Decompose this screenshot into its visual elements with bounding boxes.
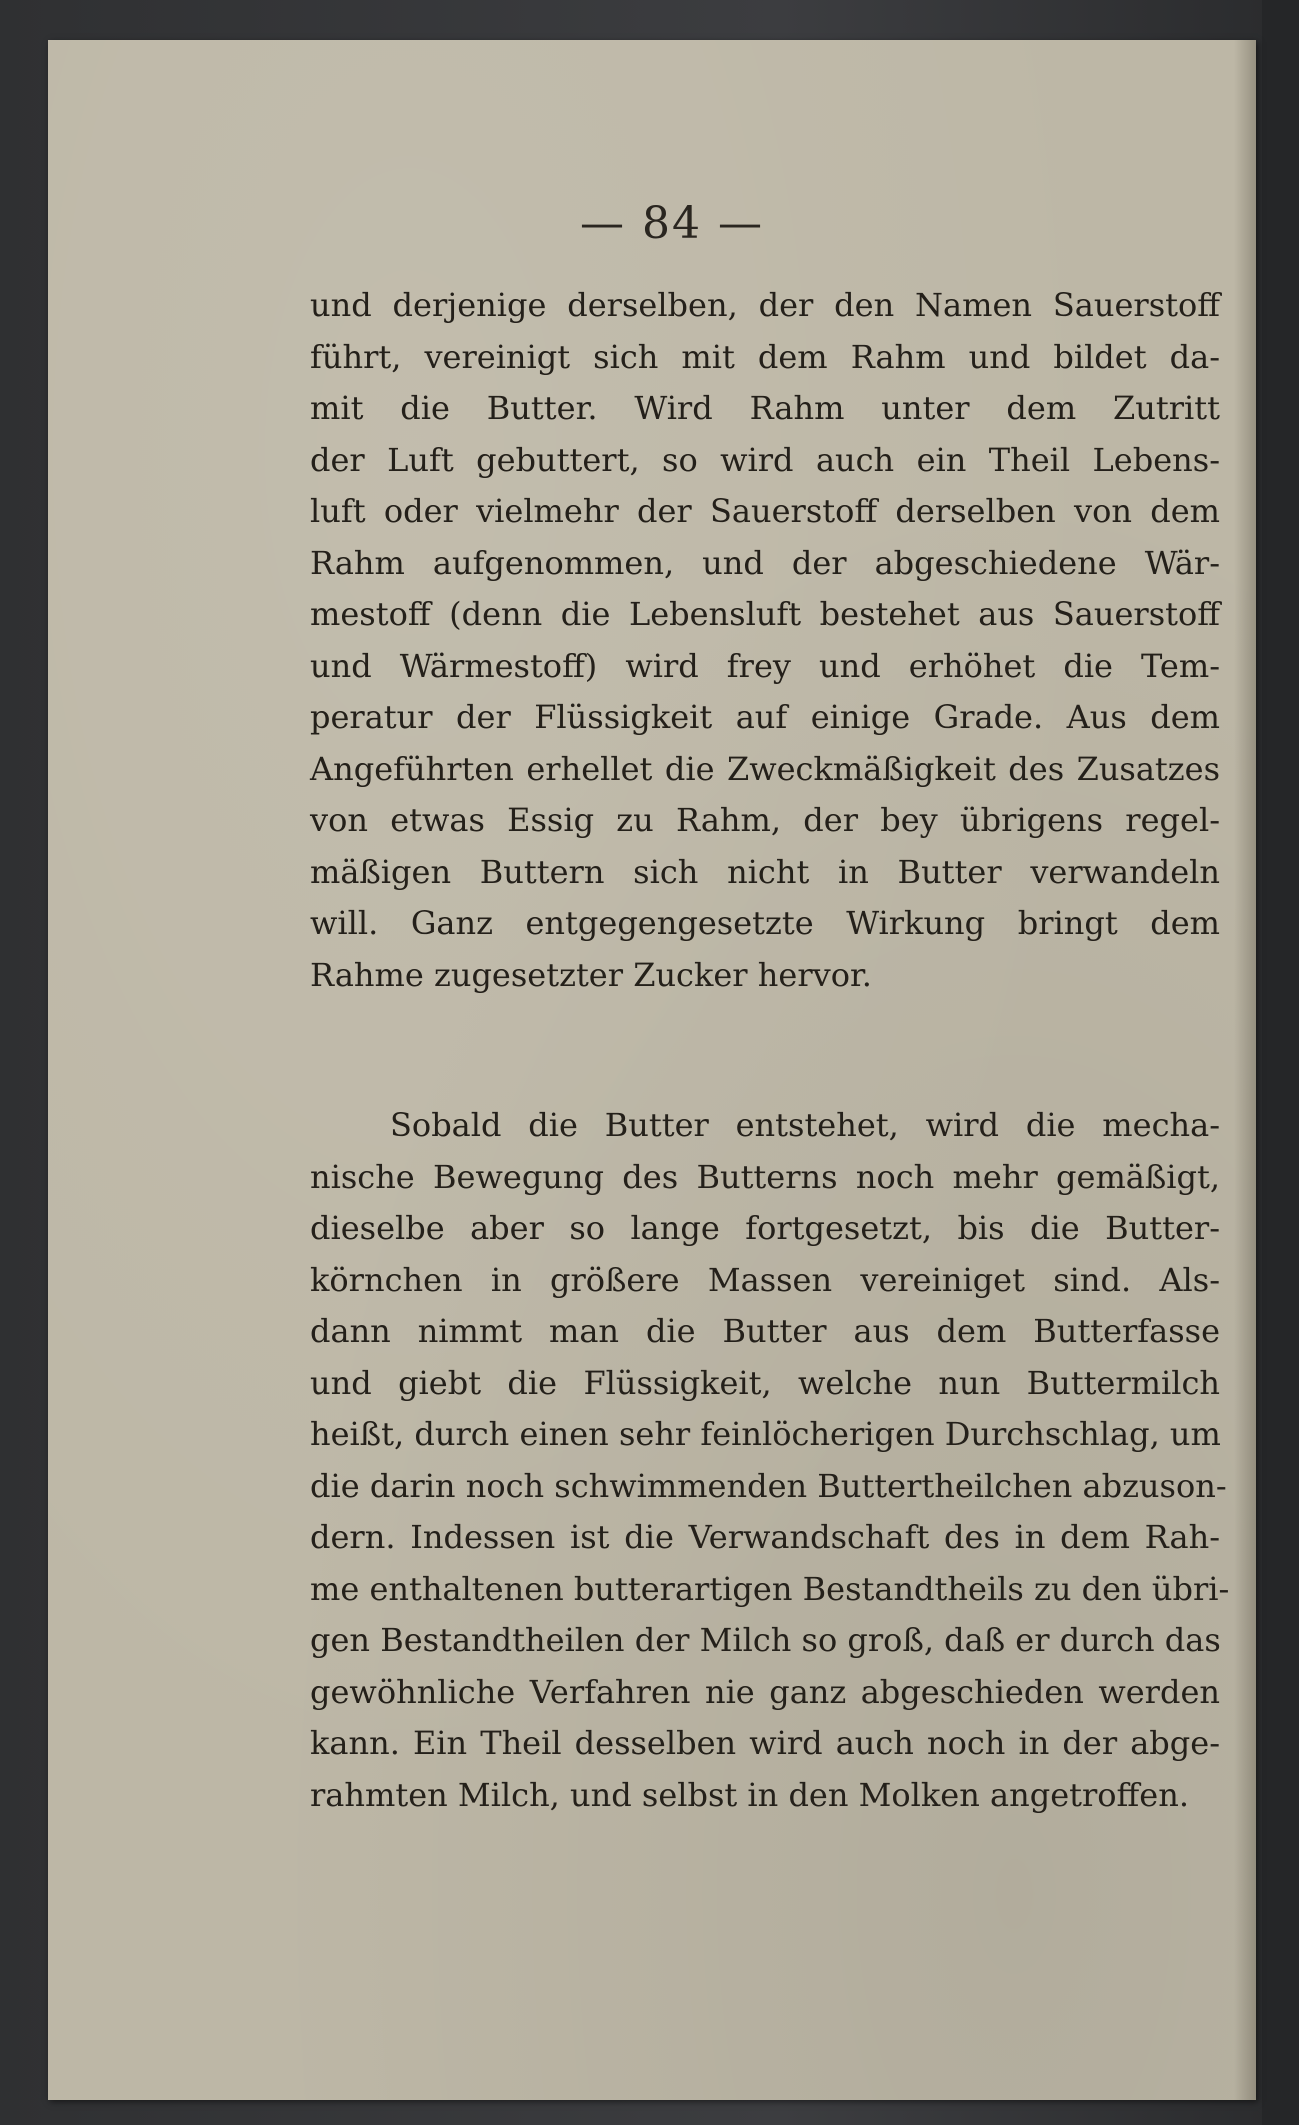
text-line: Angeführten erhellet die Zweckmäßigkeit des Zusatzes (310, 749, 1220, 788)
text-line: luft oder vielmehr der Sauerstoff derselben von dem (310, 492, 1220, 530)
paragraph-2 (310, 1100, 1230, 1821)
text-line: mit die Butter. Wird Rahm unter dem Zutritt (310, 389, 1220, 427)
text-line: mäßigen Buttern sich nicht in Butter verwandeln (310, 852, 1220, 891)
page-edge-shadow (1234, 40, 1256, 2100)
text-line: dann nimmt man die Butter aus dem Butterfasse (310, 1312, 1220, 1350)
text-line: dieselbe aber so lange fortgesetzt, bis die Butter- (310, 1209, 1220, 1247)
text-line: Sobald die Butter entstehet, wird die mecha- (390, 1106, 1220, 1144)
text-line: der Luft gebuttert, so wird auch ein Theil Lebens- (310, 440, 1220, 479)
text-line: dern. Indessen ist die Verwandschaft des in dem Rah- (310, 1518, 1220, 1556)
text-line: kann. Ein Theil desselben wird auch noch in der abge- (310, 1724, 1220, 1762)
text-line: die darin noch schwimmenden Buttertheilchen abzuson- (310, 1466, 1227, 1505)
text-line: mestoff (denn die Lebensluft bestehet aus Sauerstoff (310, 595, 1220, 633)
text-line: und giebt die Flüssigkeit, welche nun Buttermilch (310, 1363, 1220, 1402)
text-line: me enthaltenen butterartigen Bestandtheils zu den übri- (310, 1569, 1230, 1608)
text-line: nische Bewegung des Butterns noch mehr gemäßigt, (310, 1157, 1220, 1196)
text-line: und derjenige derselben, der den Namen Sauerstoff (310, 286, 1220, 324)
text-line: und Wärmestoff) wird frey und erhöhet die Tem- (310, 646, 1220, 685)
text-line: gen Bestandtheilen der Milch so groß, daß er durch das (310, 1621, 1221, 1659)
text-line: führt, vereinigt sich mit dem Rahm und bildet da- (310, 337, 1220, 376)
text-line: Rahme zugesetzter Zucker hervor. (310, 955, 872, 994)
page-number: — 84 — (580, 198, 764, 249)
text-line: will. Ganz entgegengesetzte Wirkung bringt dem (310, 904, 1220, 942)
text-line: heißt, durch einen sehr feinlöcherigen Durchschlag, um (310, 1415, 1221, 1453)
text-line: von etwas Essig zu Rahm, der bey übrigens regel- (310, 801, 1220, 839)
text-line: rahmten Milch, und selbst in den Molken angetroffen. (310, 1775, 1189, 1814)
text-line: Rahm aufgenommen, und der abgeschiedene Wär- (310, 543, 1220, 582)
text-line: gewöhnliche Verfahren nie ganz abgeschieden werden (310, 1672, 1220, 1711)
text-line: peratur der Flüssigkeit auf einige Grade. Aus dem (310, 698, 1220, 736)
binding-strip (1262, 0, 1299, 2125)
paragraph-1 (310, 280, 1220, 1001)
text-line: körnchen in größere Massen vereiniget sind. Als- (310, 1260, 1220, 1299)
